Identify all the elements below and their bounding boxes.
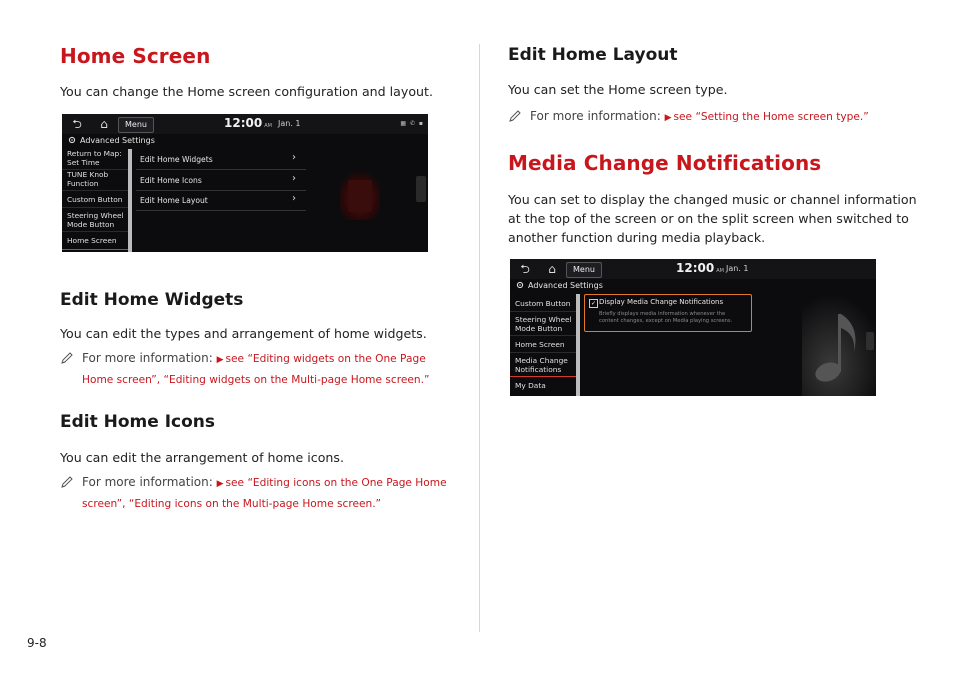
arrow-icon: ▶ xyxy=(216,479,224,489)
back-icon: ⮌ xyxy=(520,262,530,276)
sidebar-item-home-screen: Home Screen xyxy=(62,237,128,250)
sidebar-scrollbar xyxy=(128,149,132,252)
page-number: 9-8 xyxy=(27,636,47,650)
edit-home-icons-title: Edit Home Icons xyxy=(60,412,216,432)
sidebar-item-home-screen: Home Screen xyxy=(515,340,565,349)
sidebar-scrollbar xyxy=(576,294,580,396)
clock: 12:00 AM xyxy=(676,261,724,275)
list-item-edit-home-widgets: Edit Home Widgets xyxy=(140,155,213,164)
advanced-settings-header: Advanced Settings xyxy=(510,279,876,292)
edit-home-widgets-body: You can edit the types and arrangement of home widgets. xyxy=(60,326,427,341)
advanced-settings-header: Advanced Settings xyxy=(62,134,428,147)
settings-sidebar xyxy=(510,294,576,396)
arrow-icon: ▶ xyxy=(216,355,224,365)
display-media-notifications-option: Display Media Change Notifications xyxy=(599,298,724,306)
home-icon: ⌂ xyxy=(100,117,108,131)
gear-icon xyxy=(68,136,76,144)
arrow-icon: ▶ xyxy=(664,113,672,123)
option-description: Briefly displays media information whenever the content changes, except on Media playing screens. xyxy=(599,311,733,324)
sidebar-item-my-data: My Data xyxy=(515,381,546,390)
edit-home-layout-body: You can set the Home screen type. xyxy=(508,82,728,97)
home-icon: ⌂ xyxy=(548,262,556,276)
edit-home-icons-body: You can edit the arrangement of home icons. xyxy=(60,450,344,465)
chevron-right-icon: › xyxy=(292,152,296,163)
list-item-edit-home-layout: Edit Home Layout xyxy=(140,196,208,205)
notification-option-highlight xyxy=(584,294,752,332)
sidebar-item-return-to-map: Return to Map: Set Time xyxy=(67,149,122,167)
pencil-note-icon xyxy=(508,109,522,123)
settings-sidebar xyxy=(62,149,128,252)
date: Jan. 1 xyxy=(726,264,749,273)
home-screen-title: Home Screen xyxy=(60,44,211,68)
home-screen-settings-screenshot xyxy=(62,114,428,252)
note-reference[interactable]: see “Editing widgets on the One Page xyxy=(225,353,426,365)
home-screen-body: You can change the Home screen configuration and layout. xyxy=(60,84,433,99)
back-icon: ⮌ xyxy=(72,117,82,131)
edit-home-layout-title: Edit Home Layout xyxy=(508,45,678,65)
menu-button: Menu xyxy=(118,117,154,133)
sidebar-item-steering-wheel: Steering Wheel Mode Button xyxy=(67,211,124,229)
column-divider xyxy=(479,44,480,632)
checkbox-checked-icon: ✓ xyxy=(590,300,597,307)
pencil-note-icon xyxy=(60,475,74,489)
edit-home-icons-note: For more information: ▶ see “Editing icons on the One Page Home screen”, “Editing icons on the Multi-page Home screen.” xyxy=(60,473,482,514)
chevron-right-icon: › xyxy=(292,193,296,204)
sidebar-item-steering-wheel: Steering Wheel Mode Button xyxy=(515,315,572,333)
date: Jan. 1 xyxy=(278,119,301,128)
note-reference[interactable]: see “Setting the Home screen type.” xyxy=(673,111,869,123)
list-item-edit-home-icons: Edit Home Icons xyxy=(140,176,202,185)
edit-home-layout-note: For more information: ▶ see “Setting the Home screen type.” xyxy=(508,107,930,128)
media-change-body: You can set to display the changed music or channel information at the top of the screen or on the split screen when switched to another function during media playback. xyxy=(508,192,917,245)
edit-home-widgets-note: For more information: ▶ see “Editing widgets on the One Page Home screen”, “Editing widgets on the Multi-page Home screen.” xyxy=(60,349,482,390)
music-note-graphic xyxy=(802,294,876,396)
note-reference[interactable]: see “Editing icons on the One Page Home xyxy=(225,477,447,489)
sidebar-item-custom-button: Custom Button xyxy=(67,195,123,204)
note-reference[interactable]: Home screen”, “Editing widgets on the Multi-page Home screen.” xyxy=(82,374,430,386)
gear-icon xyxy=(516,281,524,289)
pencil-note-icon xyxy=(60,351,74,365)
chevron-right-icon: › xyxy=(292,173,296,184)
menu-button: Menu xyxy=(566,262,602,278)
edit-home-widgets-title: Edit Home Widgets xyxy=(60,290,244,310)
background-graphic xyxy=(334,154,428,252)
media-notifications-screenshot xyxy=(510,259,876,396)
sidebar-item-custom-button: Custom Button xyxy=(515,299,571,308)
clock: 12:00 AM xyxy=(224,116,272,130)
note-reference[interactable]: screen”, “Editing icons on the Multi-page Home screen.” xyxy=(82,498,382,510)
sidebar-item-tune-knob: TUNE Knob Function xyxy=(67,170,109,188)
sidebar-item-media-change: Media Change Notifications xyxy=(510,357,576,377)
media-change-title: Media Change Notifications xyxy=(508,151,822,175)
status-icons: ▦ ✆ ▪ xyxy=(400,120,424,127)
